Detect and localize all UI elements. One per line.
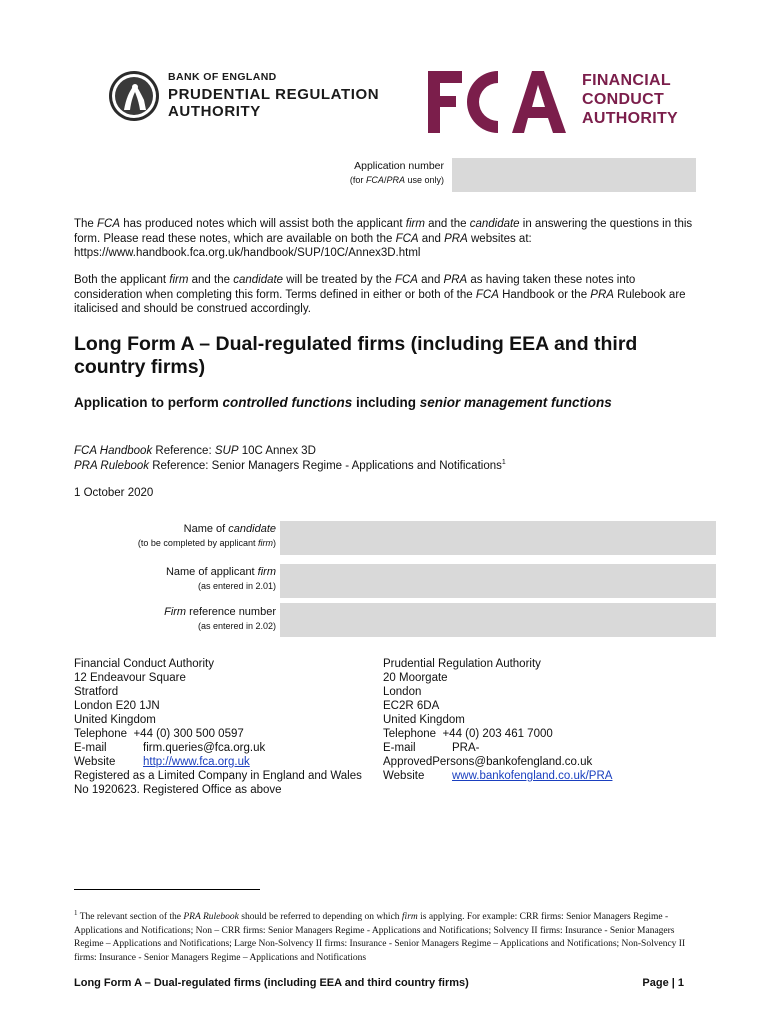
application-number-label: Application number (for FCA/PRA use only) <box>349 160 444 185</box>
fca-address: Financial Conduct Authority 12 Endeavour Square Stratford London E20 1JN United Kingdom Telephone +44 (0) 300 500 0597 E-mail firm.queries@fca.org.uk Website http://www.fca.org.uk Registered as a Limited Company in England and Wales No 1920623. Registered Office as above <box>74 657 374 797</box>
firm-reference-field[interactable] <box>280 603 716 637</box>
form-date: 1 October 2020 <box>74 487 154 499</box>
intro-paragraph-2: Both the applicant firm and the candidate will be treated by the FCA and PRA as having taken these notes into consideration when completing this form. Terms defined in either or both of the FCA Handbook or the PRA Rulebook are italicised and should be construed accordingly. <box>74 274 686 315</box>
fca-telephone: Telephone +44 (0) 300 500 0597 <box>74 728 244 740</box>
fca-website: Website http://www.fca.org.uk <box>74 756 250 768</box>
page-number: Page | 1 <box>642 977 684 989</box>
footer-title: Long Form A – Dual-regulated firms (including EEA and third country firms) <box>74 977 469 989</box>
pra-name-line1: PRUDENTIAL REGULATION <box>168 85 380 103</box>
form-title: Long Form A – Dual-regulated firms (including EEA and third country firms) <box>74 333 638 378</box>
boe-crest-logo <box>108 70 160 122</box>
applicant-firm-label: Name of applicant firm (as entered in 2.01) <box>165 566 276 591</box>
pra-email-cont: ApprovedPersons@bankofengland.co.uk <box>383 756 593 768</box>
fca-wordmark <box>582 71 678 128</box>
pra-name-line2: AUTHORITY <box>168 102 261 120</box>
fca-email: E-mail firm.queries@fca.org.uk <box>74 742 266 754</box>
firm-reference-label: Firm reference number (as entered in 2.02) <box>164 606 276 631</box>
candidate-name-label: Name of candidate (to be completed by applicant firm) <box>137 523 276 548</box>
fca-word-conduct: CONDUCT <box>582 91 665 108</box>
applicant-firm-field[interactable] <box>280 564 716 598</box>
references <box>74 444 506 473</box>
fca-word-authority: AUTHORITY <box>582 110 679 127</box>
application-number-field[interactable] <box>452 158 696 192</box>
pra-address: Prudential Regulation Authority 20 Moorgate London EC2R 6DA United Kingdom Telephone +44 (0) 203 461 7000 E-mail PRA- ApprovedPersons@bankofengland.co.uk Website www.bankofengland.co.uk/PRA <box>383 657 703 783</box>
boe-name: BANK OF ENGLAND <box>168 71 277 83</box>
fca-logo-mark <box>428 71 566 133</box>
fca-word-financial: FINANCIAL <box>582 72 671 89</box>
pra-email: E-mail PRA- <box>383 742 480 754</box>
pra-website-link[interactable]: www.bankofengland.co.uk/PRA <box>452 770 613 782</box>
form-subtitle: Application to perform controlled functions including senior management functions <box>74 395 612 410</box>
pra-telephone: Telephone +44 (0) 203 461 7000 <box>383 728 553 740</box>
footnote-rule <box>74 889 260 890</box>
pra-rulebook-reference: PRA Rulebook Reference: Senior Managers Regime - Applications and Notifications$^1$ <box>74 458 506 472</box>
intro-paragraph-1: The FCA has produced notes which will assist both the applicant firm and the candidate in answering the questions in this form. Please read these notes, which are available on both the FCA and PRA websites at: https://www.handbook.fca.org.uk/handbook/SUP/10C/Annex3D.html <box>74 218 693 259</box>
footnote: $^1$ The relevant section of the PRA Rulebook should be referred to depending on which firm is applying. For example: CRR firms: Senior Managers Regime - Applications and Notifications; Non – CRR firms: Senior Managers Regime - Applications and Notifications; Solvency II firms: Insurance - Senior Managers Regime – Applications and Notifications; Large Non-Solvency II firms: Insurance - Senior Managers Regime – Applications and Notifications; Non-Solvency II firms: Insurance - Senior Managers Regime – Applications and Notifications <box>74 908 686 963</box>
boe-pra-wordmark <box>168 72 379 121</box>
fca-registration: Registered as a Limited Company in England and Wales No 1920623. Registered Office as above <box>74 770 362 796</box>
fca-handbook-reference: FCA Handbook Reference: SUP 10C Annex 3D <box>74 445 316 457</box>
candidate-name-field[interactable] <box>280 521 716 555</box>
fca-website-link[interactable]: http://www.fca.org.uk <box>143 756 250 768</box>
handbook-url: https://www.handbook.fca.org.uk/handbook/SUP/10C/Annex3D.html <box>74 247 421 259</box>
pra-website: Website www.bankofengland.co.uk/PRA <box>383 770 613 782</box>
footnote-marker: 1 <box>501 458 506 466</box>
